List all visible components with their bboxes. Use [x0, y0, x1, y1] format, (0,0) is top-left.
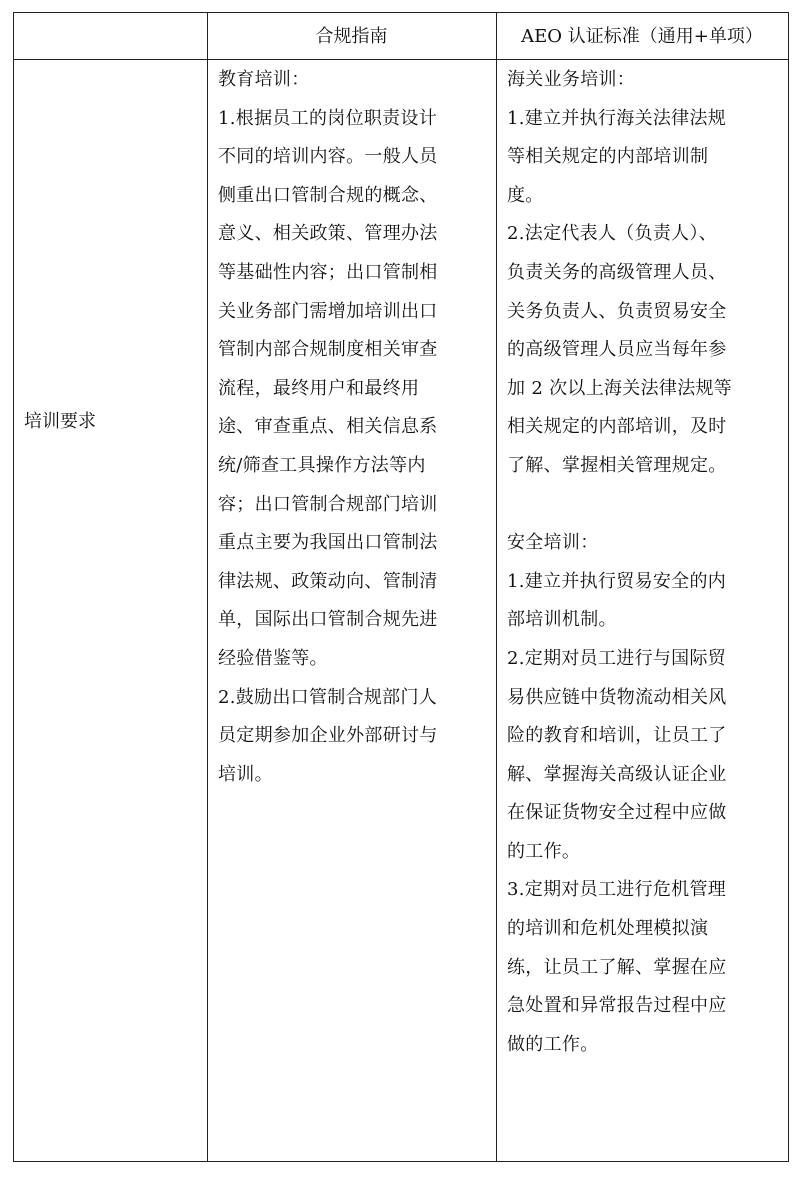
guide-line: 律法规、政策动向、管制清: [218, 570, 438, 592]
aeo-line: 关务负责人、负责贸易安全: [507, 300, 727, 322]
guide-line: 培训。: [218, 763, 273, 785]
aeo-line: 急处置和异常报告过程中应: [507, 995, 727, 1017]
aeo-line: 解、掌握海关高级认证企业: [507, 763, 727, 785]
column-divider-1: [207, 13, 208, 1161]
guide-line: 不同的培训内容。一般人员: [218, 146, 438, 168]
guide-line: 等基础性内容；出口管制相: [218, 261, 438, 283]
aeo-line: 在保证货物安全过程中应做: [507, 802, 727, 824]
aeo-line: 易供应链中货物流动相关风: [507, 686, 727, 708]
header-guide: 合规指南: [315, 26, 388, 47]
guide-line: 统/筛查工具操作方法等内: [218, 454, 426, 476]
guide-line: 员定期参加企业外部研讨与: [218, 725, 438, 747]
aeo-line: 险的教育和培训，让员工了: [507, 725, 727, 747]
guide-line: 关业务部门需增加培训出口: [218, 300, 438, 322]
aeo-line: 2.法定代表人（负责人）、: [507, 223, 718, 245]
guide-line: 经验借鉴等。: [218, 647, 328, 669]
aeo-line: 加 2 次以上海关法律法规等: [507, 377, 733, 399]
aeo-line: [507, 486, 785, 525]
guide-line: 重点主要为我国出口管制法: [218, 532, 438, 554]
comparison-table: [13, 12, 789, 1162]
aeo-line: 的高级管理人员应当每年参: [507, 339, 727, 361]
aeo-line: 负责关务的高级管理人员、: [507, 261, 727, 283]
header-aeo: AEO 认证标准（通用+单项）: [521, 26, 763, 47]
aeo-line: 练，让员工了解、掌握在应: [507, 956, 727, 978]
aeo-line: 相关规定的内部培训，及时: [507, 416, 727, 438]
guide-line: 管制内部合规制度相关审查: [218, 339, 438, 361]
row-label: 培训要求: [24, 411, 96, 432]
guide-line: 2.鼓励出口管制合规部门人: [218, 686, 438, 708]
column-divider-2: [496, 13, 497, 1161]
guide-line: 1.根据员工的岗位职责设计: [218, 107, 438, 129]
aeo-line: 做的工作。: [507, 1033, 599, 1055]
guide-line: 单，国际出口管制合规先进: [218, 609, 438, 631]
aeo-line: 度。: [507, 184, 544, 206]
guide-line: 流程，最终用户和最终用: [218, 377, 420, 399]
aeo-line: 了解、掌握相关管理规定。: [507, 454, 727, 476]
header-empty-cell: [14, 13, 207, 61]
aeo-line: 海关业务培训：: [507, 69, 636, 90]
aeo-line: 的工作。: [507, 840, 581, 862]
aeo-line: 2.定期对员工进行与国际贸: [507, 647, 727, 669]
aeo-line: 安全培训：: [507, 532, 599, 554]
aeo-line: 等相关规定的内部培训制: [507, 146, 709, 168]
guide-line: 侧重出口管制合规的概念、: [218, 184, 438, 206]
aeo-line: 3.定期对员工进行危机管理: [507, 879, 727, 901]
aeo-line: 的培训和危机处理模拟演: [507, 918, 709, 940]
aeo-line: 1.建立并执行贸易安全的内: [507, 570, 727, 592]
guide-line: 教育培训：: [218, 69, 310, 90]
guide-line: 意义、相关政策、管理办法: [218, 223, 438, 245]
aeo-content: [507, 61, 785, 1064]
guide-content: [218, 61, 490, 794]
guide-line: 容；出口管制合规部门培训: [218, 493, 438, 515]
aeo-line: 1.建立并执行海关法律法规: [507, 107, 727, 129]
aeo-line: 部培训机制。: [507, 609, 617, 631]
guide-line: 途、审查重点、相关信息系: [218, 416, 438, 438]
